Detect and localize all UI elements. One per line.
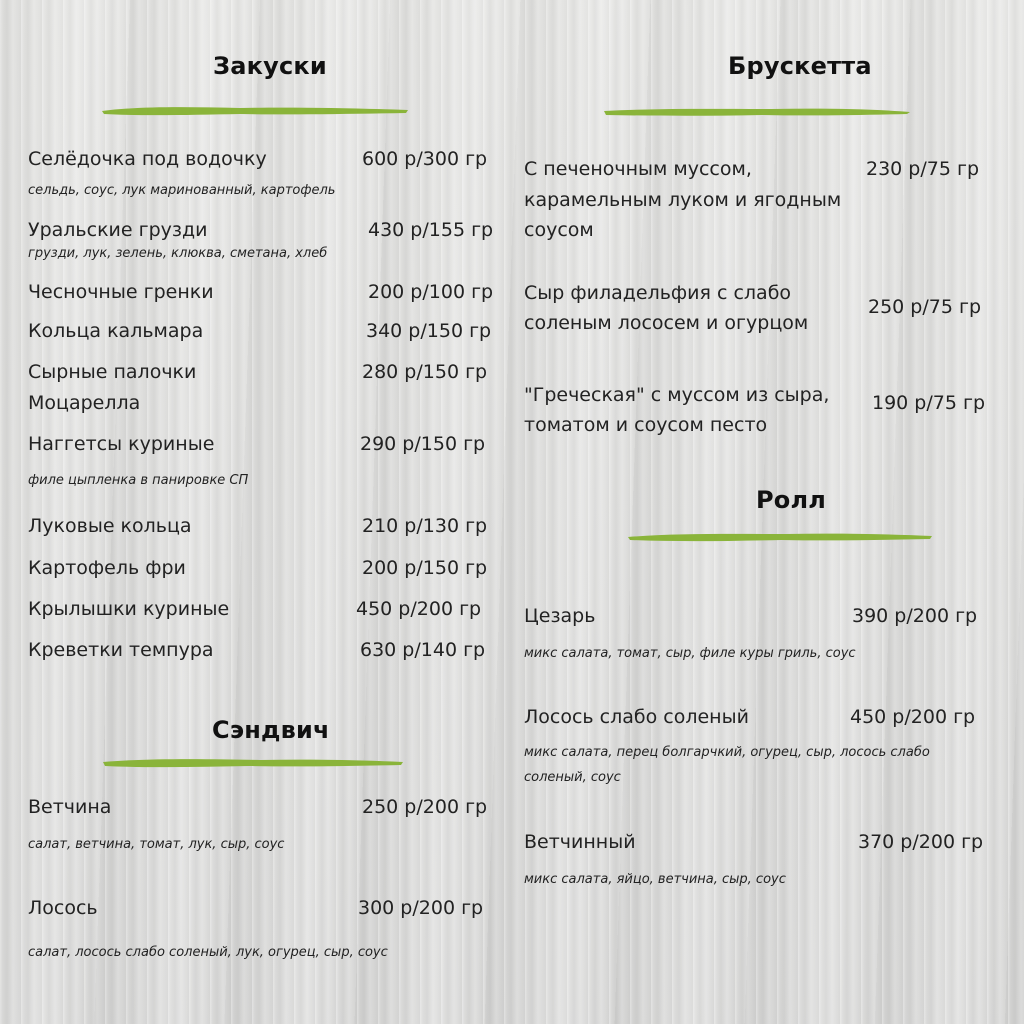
menu-item-name: Чесночные гренки [28, 281, 214, 303]
menu-item-name: Уральские грузди [28, 219, 208, 241]
menu-item-price: 250 р/75 гр [868, 296, 982, 318]
section-title-zakuski: Закуски [213, 52, 327, 80]
menu-item-name: Наггетсы куриные [28, 433, 215, 455]
menu-item-name-line1: Сыр филадельфия с слабо [524, 282, 792, 304]
menu-item-name: Лосось слабо соленый [524, 706, 749, 728]
menu-item-description: грузди, лук, зелень, клюква, сметана, хлеб [28, 246, 328, 261]
menu-item-price: 450 р/200 гр [356, 598, 482, 620]
section-title-bruschetta: Брускетта [728, 52, 872, 80]
menu-item-description: филе цыпленка в панировке СП [28, 473, 249, 488]
menu-item-name-line3: соусом [524, 219, 594, 241]
menu-item-price: 230 р/75 гр [866, 158, 980, 180]
menu-item-name: Селёдочка под водочку [28, 148, 267, 170]
heading-brush-stroke [100, 102, 410, 118]
menu-item-description-line2: соленый, соус [524, 770, 621, 785]
menu-item-price: 630 р/140 гр [360, 639, 486, 661]
menu-item-price: 210 р/130 гр [362, 515, 488, 537]
menu-item-price: 250 р/200 гр [362, 796, 488, 818]
menu-item-description: салат, ветчина, томат, лук, сыр, соус [28, 837, 285, 852]
menu-item-description: салат, лосось слабо соленый, лук, огурец, сыр, соус [28, 945, 388, 960]
menu-item-price: 190 р/75 гр [872, 392, 986, 414]
menu-item-name: Кольца кальмара [28, 320, 204, 342]
section-title-sandwich: Сэндвич [212, 716, 330, 744]
menu-item-name-line2: Моцарелла [28, 392, 141, 414]
menu-item-name-line1: Сырные палочки [28, 361, 197, 383]
menu-item-description: сельдь, соус, лук маринованный, картофель [28, 183, 336, 198]
section-title-roll: Ролл [756, 486, 827, 514]
menu-item-name: Луковые кольца [28, 515, 192, 537]
menu-item-price: 430 р/155 гр [368, 219, 494, 241]
menu-item-description: микс салата, яйцо, ветчина, сыр, соус [524, 872, 786, 887]
menu-item-name-line1: "Греческая" с муссом из сыра, [524, 384, 830, 406]
heading-brush-stroke [626, 528, 934, 544]
menu-item-description: микс салата, томат, сыр, филе куры гриль, соус [524, 646, 856, 661]
menu-item-price: 340 р/150 гр [366, 320, 492, 342]
menu-item-name-line2: карамельным луком и ягодным [524, 189, 842, 211]
menu-item-price: 290 р/150 гр [360, 433, 486, 455]
heading-brush-stroke [602, 103, 912, 119]
menu-item-name: Креветки темпура [28, 639, 214, 661]
menu-item-description-line1: микс салата, перец болгарчкий, огурец, сыр, лосось слабо [524, 745, 930, 760]
menu-item-name-line2: томатом и соусом песто [524, 414, 768, 436]
menu-item-name: Крылышки куриные [28, 598, 230, 620]
menu-item-price: 300 р/200 гр [358, 897, 484, 919]
menu-item-price: 200 р/100 гр [368, 281, 494, 303]
menu-item-name: Картофель фри [28, 557, 186, 579]
menu-item-price: 280 р/150 гр [362, 361, 488, 383]
menu-item-name: Ветчинный [524, 831, 636, 853]
menu-item-name-line1: С печеночным муссом, [524, 158, 752, 180]
menu-item-price: 370 р/200 гр [858, 831, 984, 853]
menu-item-price: 390 р/200 гр [852, 605, 978, 627]
menu-item-name-line2: соленым лососем и огурцом [524, 312, 809, 334]
menu-item-price: 450 р/200 гр [850, 706, 976, 728]
menu-item-price: 200 р/150 гр [362, 557, 488, 579]
menu-item-price: 600 р/300 гр [362, 148, 488, 170]
menu-item-name: Цезарь [524, 605, 596, 627]
menu-item-name: Лосось [28, 897, 98, 919]
menu-item-name: Ветчина [28, 796, 112, 818]
heading-brush-stroke [100, 754, 405, 770]
